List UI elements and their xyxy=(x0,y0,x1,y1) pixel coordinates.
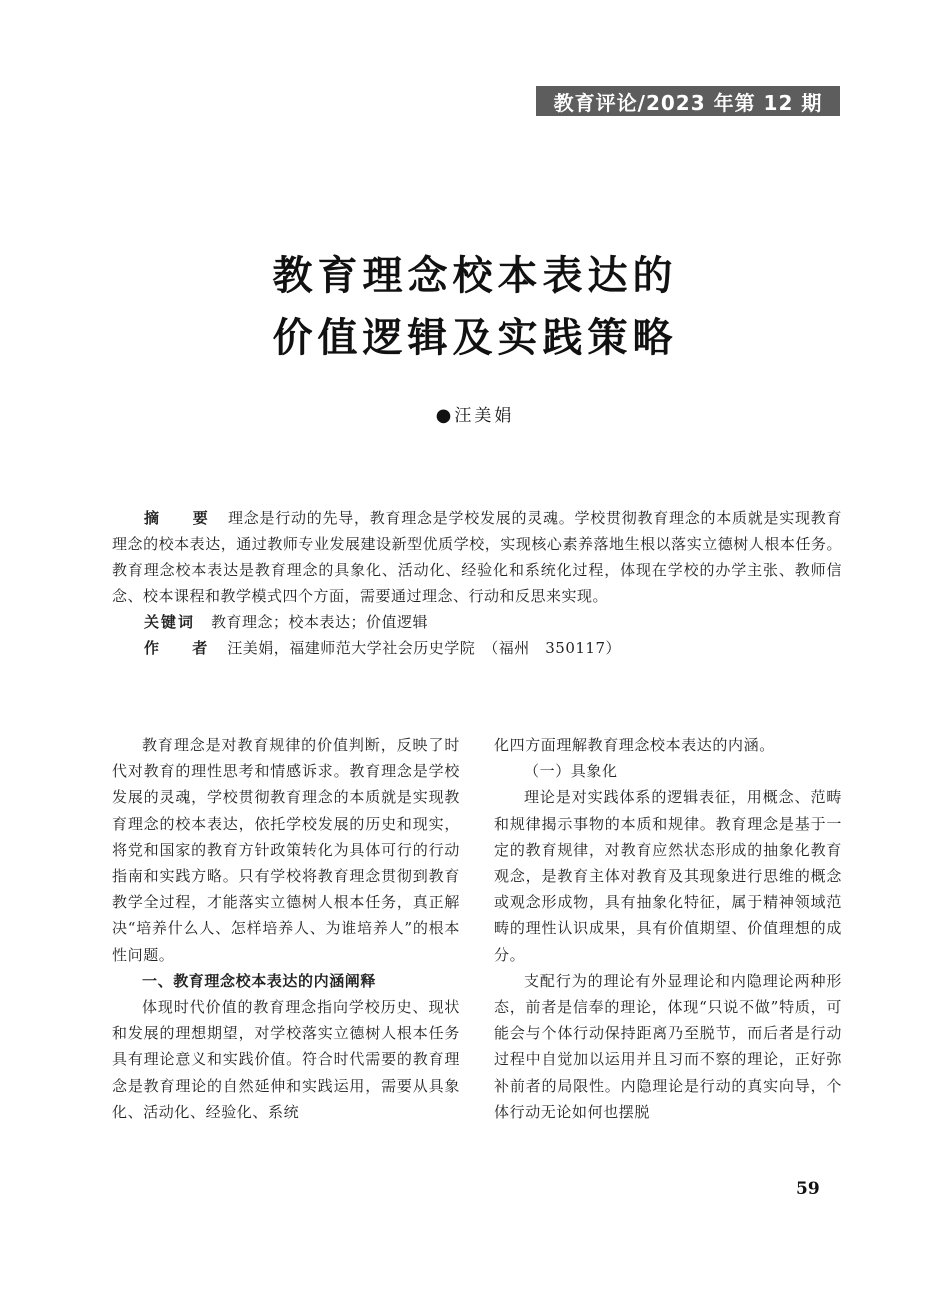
body-paragraph: 支配行为的理论有外显理论和内隐理论两种形态，前者是信奉的理论，体现“只说不做”特质，可能会与个体行动保持距离乃至脱节，而后者是行动过程中自觉加以运用并且习而不察的理论，正好弥补前者的局限性。内隐理论是行动的真实向导，个体行动无论如何也摆脱 xyxy=(494,971,842,1121)
subsection-heading: （一）具象化 xyxy=(524,762,618,781)
journal-issue-header: 教育评论/2023 年第 12 期 xyxy=(536,86,840,116)
body-columns xyxy=(112,732,842,1157)
body-paragraph: 体现时代价值的教育理念指向学校历史、现状和发展的理想期望，对学校落实立德树人根本任务具有理论意义和实践价值。符合时代需要的教育理念是教育理论的自然延伸和实践运用，需要从具象化、活动化、经验化、系统 xyxy=(112,998,460,1121)
bullet-icon: ● xyxy=(435,405,455,426)
section-heading: 一、教育理念校本表达的内涵阐释 xyxy=(142,971,377,990)
author-info-label: 作 者 xyxy=(144,639,222,657)
abstract-text: 理念是行动的先导，教育理念是学校发展的灵魂。学校贯彻教育理念的本质就是实现教育理念的校本表达，通过教师专业发展建设新型优质学校，实现核心素养落地生根以落实立德树人根本任务。教育理念校本表达是教育理念的具象化、活动化、经验化和系统化过程，体现在学校的办学主张、教师信念、校本课程和教学模式四个方面，需要通过理念、行动和反思来实现。 xyxy=(112,509,842,605)
abstract-label: 摘 要 xyxy=(144,509,222,527)
body-paragraph: 化四方面理解教育理念校本表达的内涵。 xyxy=(494,736,775,754)
author-byline xyxy=(0,401,950,426)
left-column xyxy=(112,732,460,1157)
abstract-block xyxy=(112,505,842,661)
abstract-paragraph xyxy=(112,505,842,609)
keywords-label: 关键词 xyxy=(144,613,196,631)
author-info-text: 汪美娟，福建师范大学社会历史学院 （福州 350117） xyxy=(227,639,621,657)
article-title-line-1: 教育理念校本表达的 xyxy=(272,253,678,299)
body-paragraph: 理论是对实践体系的逻辑表征，用概念、范畴和规律揭示事物的本质和规律。教育理念是基于一定的教育规律，对教育应然状态形成的抽象化教育观念，是教育主体对教育及其现象进行思维的概念或观念形成物，具有抽象化特征，属于精神领域范畴的理性认识成果，具有价值期望、价值理想的成分。 xyxy=(494,788,842,964)
keywords-text: 教育理念；校本表达；价值逻辑 xyxy=(211,613,429,631)
author-name: 汪美娟 xyxy=(454,406,515,426)
right-column xyxy=(494,732,842,1157)
keywords-line xyxy=(112,609,842,635)
page-number: 59 xyxy=(796,1179,820,1199)
body-paragraph: 教育理念是对教育规律的价值判断，反映了时代对教育的理性思考和情感诉求。教育理念是学校发展的灵魂，学校贯彻教育理念的本质就是实现教育理念的校本表达，依托学校发展的历史和现实，将党和国家的教育方针政策转化为具体可行的行动指南和实践方略。只有学校将教育理念贯彻到教育教学全过程，才能落实立德树人根本任务，真正解决“培养什么人、怎样培养人、为谁培养人”的根本性问题。 xyxy=(112,736,460,964)
author-info-line xyxy=(112,635,842,661)
article-title-line-2: 价值逻辑及实践策略 xyxy=(272,315,678,361)
